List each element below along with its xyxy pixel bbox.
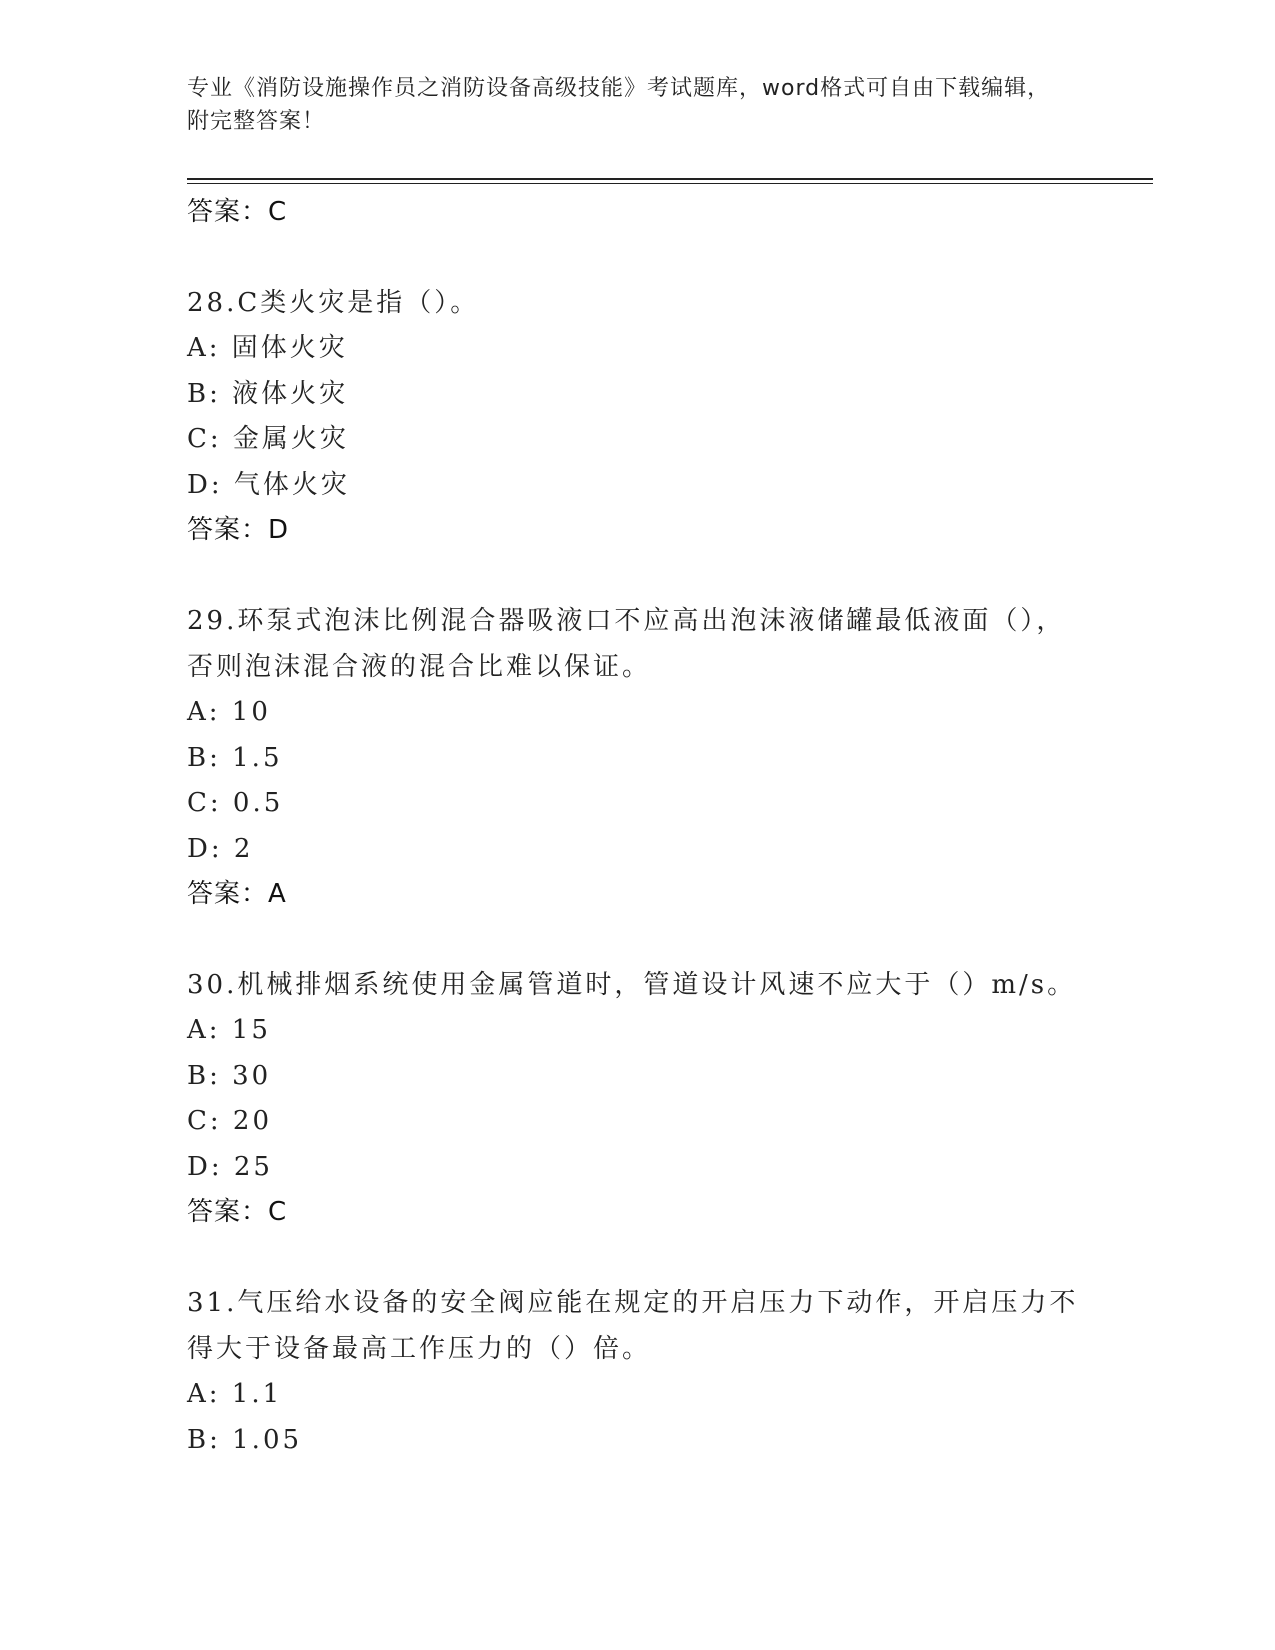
option-a: A: 固体火灾	[187, 333, 348, 363]
question-text: 31.气压给水设备的安全阀应能在规定的开启压力下动作，开启压力不得大于设备最高工作压力的（）倍。	[187, 1288, 1079, 1364]
option-b: B: 1.05	[187, 1424, 303, 1455]
option-b: B: 30	[187, 1060, 272, 1091]
question-29	[187, 598, 1087, 917]
option-b: B: 液体火灾	[187, 378, 349, 409]
option-b: B: 1.5	[187, 742, 283, 773]
question-text: 29.环泵式泡沫比例混合器吸液口不应高出泡沫液储罐最低液面（），否则泡沫混合液的混合比难以保证。	[187, 606, 1066, 682]
question-text: 30.机械排烟系统使用金属管道时，管道设计风速不应大于（）m/s。	[187, 970, 1077, 1000]
option-c: C: 20	[187, 1106, 273, 1136]
question-31	[187, 1280, 1087, 1463]
question-30	[187, 962, 1087, 1235]
previous-answer: 答案：C	[187, 197, 288, 227]
option-a: A: 1.1	[187, 1379, 283, 1409]
question-28	[187, 280, 1087, 553]
header-rule-thick	[187, 178, 1153, 180]
option-d: D: 气体火灾	[187, 469, 350, 500]
answer: 答案：C	[187, 1197, 288, 1227]
question-text: 28.C类火灾是指（）。	[187, 288, 480, 318]
option-a: A: 15	[187, 1015, 271, 1045]
option-d: D: 2	[187, 833, 254, 864]
option-c: C: 金属火灾	[187, 424, 349, 454]
answer: 答案：D	[187, 515, 290, 545]
option-a: A: 10	[187, 697, 271, 727]
question-list	[187, 190, 1087, 1463]
header-rule-thin	[187, 183, 1153, 184]
option-c: C: 0.5	[187, 788, 284, 818]
answer: 答案：A	[187, 879, 287, 909]
document-header: 专业《消防设施操作员之消防设备高级技能》考试题库，word格式可自由下载编辑，附完整答案！	[187, 76, 1051, 134]
option-d: D: 25	[187, 1151, 273, 1182]
